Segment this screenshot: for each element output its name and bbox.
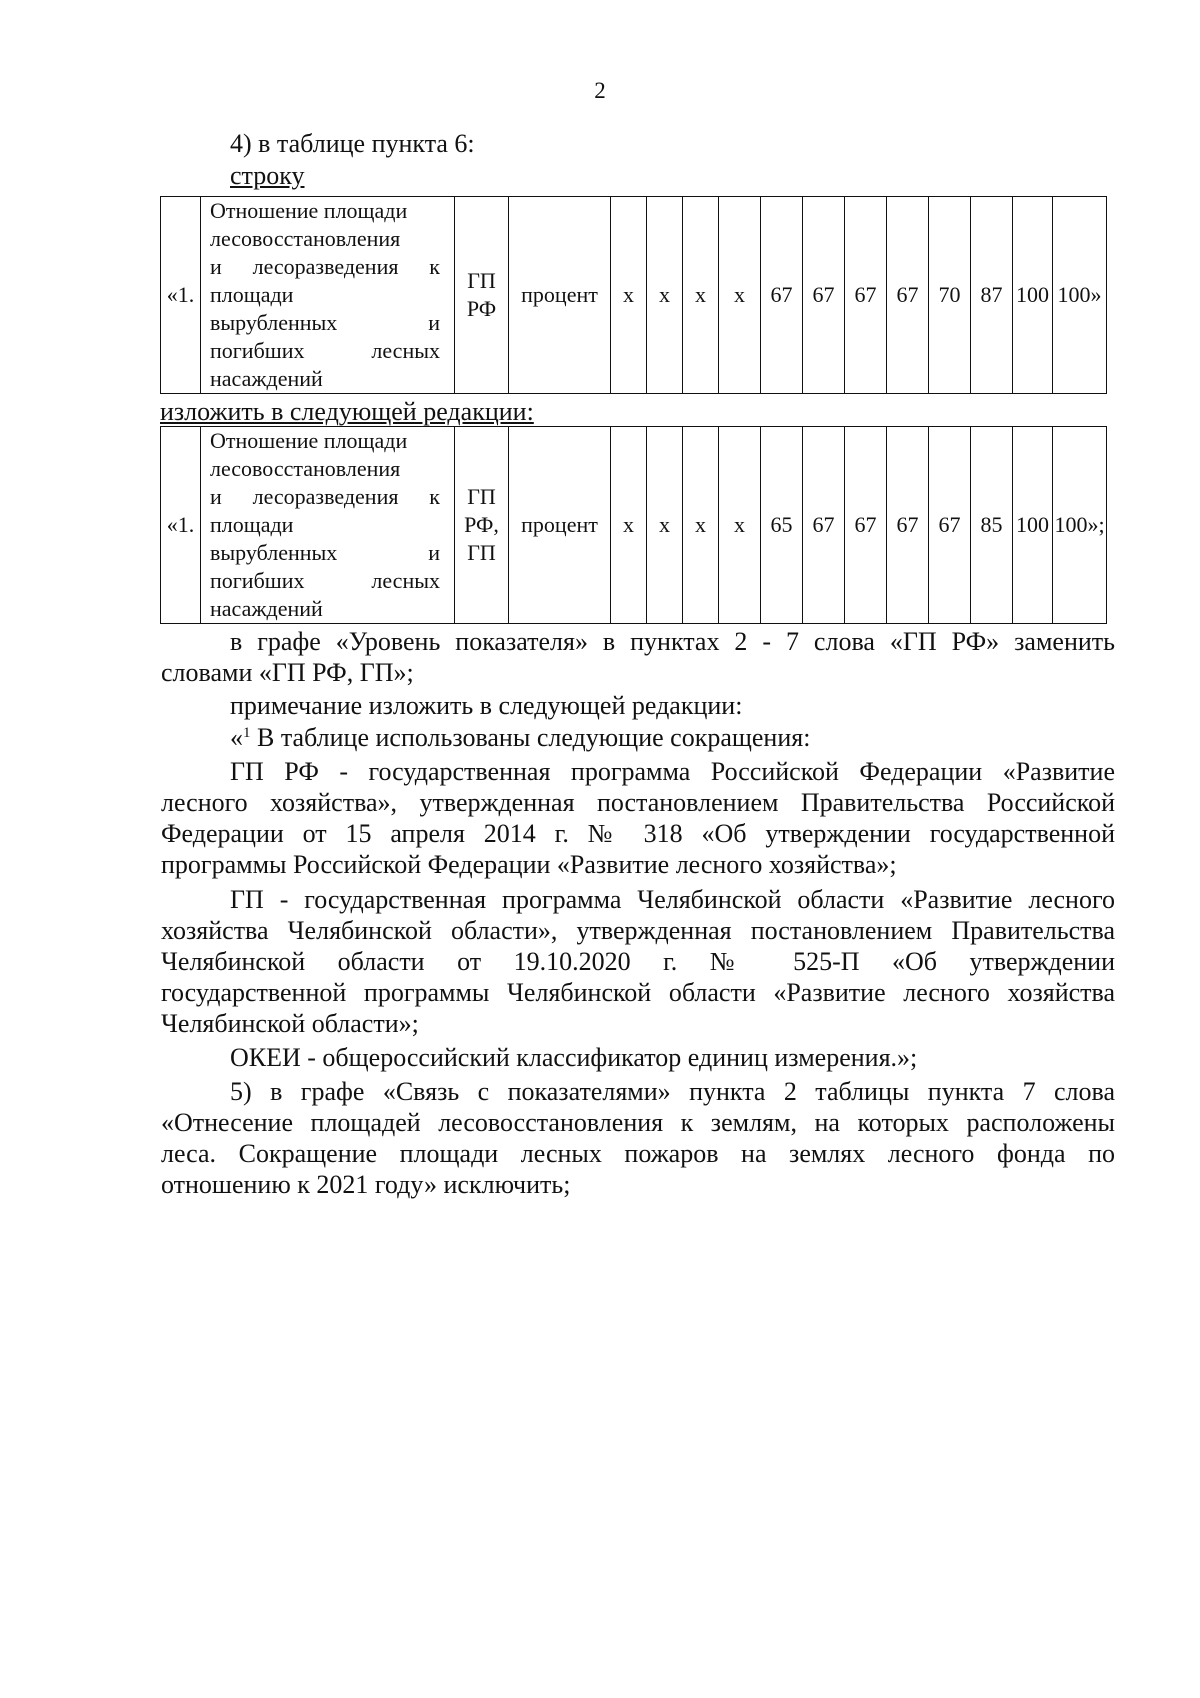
new-row-level: ГП РФ, ГП [455, 427, 509, 624]
new-row-value: х [611, 427, 647, 624]
new-row-value: 65 [761, 427, 803, 624]
old-row-indicator-name: Отношение площади лесовосстановления и лесоразведения к площади вырубленных и погибших лесных насаждений [201, 197, 455, 394]
replace-label: изложить в следующей редакции: [160, 397, 534, 426]
note-heading: «$^1$ В таблице использованы следующие сокращения: [230, 723, 811, 752]
new-row-indicator-name: Отношение площади лесовосстановления и лесоразведения к площади вырубленных и погибших лесных насаждений [201, 427, 455, 624]
new-row-value: 67 [929, 427, 971, 624]
new-row-value: х [647, 427, 683, 624]
old-row-number: «1. [161, 197, 201, 394]
paragraph-5: 5) в графе «Связь с показателями» пункта 2 таблицы пункта 7 слова «Отнесение площадей лесовосстановления к землям, на которых расположены леса. Сокращение площади лесных пожаров на землях лесного фонда по отношению к 2021 году» исключить; [161, 1077, 1115, 1199]
note-intro: примечание изложить в следующей редакции: [230, 691, 743, 720]
new-row-table [160, 426, 1107, 624]
page-number: 2 [594, 78, 606, 103]
old-row-value: 67 [761, 197, 803, 394]
old-row-value: х [611, 197, 647, 394]
new-row-value: 100»; [1053, 427, 1107, 624]
new-row-value: 67 [887, 427, 929, 624]
old-row-unit: процент [509, 197, 611, 394]
intro-stroku: строку [230, 161, 305, 190]
new-row-value: 100 [1013, 427, 1053, 624]
new-row-value: 67 [803, 427, 845, 624]
new-row-unit: процент [509, 427, 611, 624]
old-row-table [160, 196, 1107, 394]
new-row-value: х [719, 427, 761, 624]
new-row-value: 85 [971, 427, 1013, 624]
old-row-value: 87 [971, 197, 1013, 394]
old-row-value: 100» [1053, 197, 1107, 394]
new-row-value: х [683, 427, 719, 624]
new-row-value: 67 [845, 427, 887, 624]
old-row-value: 67 [887, 197, 929, 394]
old-row-level: ГП РФ [455, 197, 509, 394]
intro-line: 4) в таблице пункта 6: [230, 129, 475, 158]
paragraph-okei: ОКЕИ - общероссийский классификатор единиц измерения.»; [230, 1043, 918, 1072]
paragraph-gp: ГП - государственная программа Челябинской области «Развитие лесного хозяйства Челябинской области», утвержденная постановлением Правительства Челябинской области от 19.10.2020 г. № 525-П «Об утверждении государственной программы Челябинской области «Развитие лесного хозяйства Челябинской области»; [161, 885, 1115, 1038]
footnote-marker: 1 [243, 725, 251, 741]
old-row-value: х [683, 197, 719, 394]
paragraph-level-replacement: в графе «Уровень показателя» в пунктах 2 - 7 слова «ГП РФ» заменить словами «ГП РФ, ГП»; [161, 627, 1115, 687]
old-row-value: 70 [929, 197, 971, 394]
old-row-value: х [647, 197, 683, 394]
paragraph-gp-rf: ГП РФ - государственная программа Российской Федерации «Развитие лесного хозяйства», утвержденная постановлением Правительства Российской Федерации от 15 апреля 2014 г. № 318 «Об утверждении государственной программы Российской Федерации «Развитие лесного хозяйства»; [161, 757, 1115, 879]
old-row-value: 100 [1013, 197, 1053, 394]
old-row-value: 67 [803, 197, 845, 394]
new-row-number: «1. [161, 427, 201, 624]
old-row-value: х [719, 197, 761, 394]
old-row-value: 67 [845, 197, 887, 394]
